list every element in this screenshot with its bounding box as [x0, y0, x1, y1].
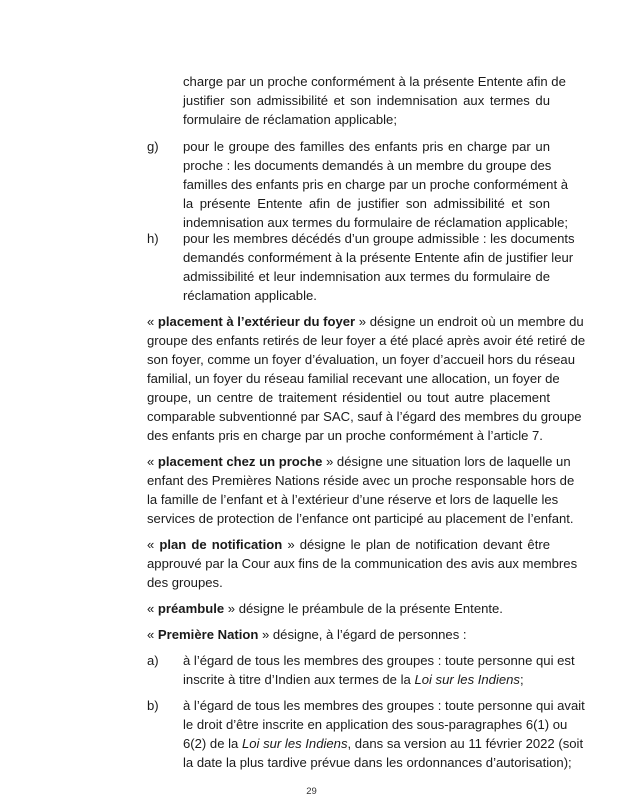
- open-quote: «: [147, 314, 158, 329]
- defined-term: Première Nation: [157, 627, 259, 642]
- text-line: à l’égard de tous les membres des groupes : toute personne qui avait: [183, 698, 585, 713]
- text-line: approuvé par la Cour aux fins de la communication des avis aux membres: [147, 556, 578, 571]
- definition-first-line: [147, 535, 550, 554]
- defined-term: placement à l’extérieur du foyer: [157, 314, 356, 329]
- text-line: familial, un foyer du réseau familial recevant une allocation, un foyer de: [147, 371, 560, 386]
- definition-text: » désigne un endroit où un membre du: [355, 314, 584, 329]
- text-segment: ;: [519, 672, 524, 687]
- text-line: familles des enfants pris en charge par un proche conformément à: [183, 177, 569, 192]
- page-number: 29: [306, 786, 317, 797]
- definition-text: » désigne, à l’égard de personnes :: [258, 627, 467, 642]
- text-line: [183, 670, 550, 689]
- text-line: des groupes.: [147, 575, 223, 590]
- definition-first-line: [147, 452, 571, 471]
- open-quote: «: [147, 537, 160, 552]
- text-line: charge par un proche conformément à la présente Entente afin de: [183, 74, 566, 89]
- list-label: h): [147, 231, 159, 246]
- defined-term: préambule: [157, 601, 225, 616]
- text-line: proche : les documents demandés à un membre du groupe des: [183, 158, 552, 173]
- text-segment: , dans sa version au 11 février 2022 (soit: [347, 736, 584, 751]
- text-line: la présente Entente afin de justifier son admissibilité et son: [183, 196, 550, 211]
- text-line: la famille de l’enfant et à l’extérieur d’une réserve et lors de laquelle les: [147, 492, 559, 507]
- text-line: indemnisation aux termes du formulaire de réclamation applicable;: [183, 215, 569, 230]
- text-line: à l’égard de tous les membres des groupes : toute personne qui est: [183, 653, 575, 668]
- text-line: admissibilité et leur indemnisation aux termes du formulaire de: [183, 269, 550, 284]
- text-line: le droit d’être inscrite en application des sous-paragraphes 6(1) ou: [183, 717, 568, 732]
- text-line: services de protection de l’enfance ont participé au placement de l’enfant.: [147, 511, 574, 526]
- open-quote: «: [147, 601, 158, 616]
- definition-text: » désigne le préambule de la présente Entente.: [224, 601, 503, 616]
- list-label: g): [147, 139, 159, 154]
- text-line: des enfants pris en charge par un proche conformément à l’article 7.: [147, 428, 543, 443]
- definition-text: » désigne une situation lors de laquelle un: [322, 454, 571, 469]
- text-line: pour le groupe des familles des enfants pris en charge par un: [183, 139, 550, 154]
- defined-term: placement chez un proche: [157, 454, 323, 469]
- text-line: comparable subventionné par SAC, sauf à l’égard des membres du groupe: [147, 409, 582, 424]
- definition-text: » désigne le plan de notification devant être: [282, 537, 550, 552]
- text-line: [183, 734, 584, 753]
- text-line: réclamation applicable.: [183, 288, 317, 303]
- text-line: son foyer, comme un foyer d’évaluation, un foyer d’accueil hors du réseau: [147, 352, 575, 367]
- text-segment: inscrite à titre d’Indien aux termes de la: [183, 672, 415, 687]
- text-line: enfant des Premières Nations réside avec un proche responsable hors de: [147, 473, 575, 488]
- text-line: pour les membres décédés d’un groupe admissible : les documents: [183, 231, 575, 246]
- text-line: justifier son admissibilité et son indemnisation aux termes du: [183, 93, 550, 108]
- text-line: groupe, un centre de traitement résidentiel ou tout autre placement: [147, 390, 550, 405]
- open-quote: «: [147, 454, 158, 469]
- open-quote: «: [147, 627, 158, 642]
- text-line: formulaire de réclamation applicable;: [183, 112, 397, 127]
- text-segment: 6(2) de la: [183, 736, 242, 751]
- list-label: b): [147, 698, 159, 713]
- text-line: groupe des enfants retirés de leur foyer a été placé après avoir été retiré de: [147, 333, 586, 348]
- definition-first-line: [147, 625, 550, 644]
- law-title: Loi sur les Indiens: [241, 736, 348, 751]
- defined-term: plan de notification: [159, 537, 283, 552]
- definition-first-line: [147, 599, 550, 618]
- list-label: a): [147, 653, 159, 668]
- text-line: la date la plus tardive prévue dans les ordonnances d’autorisation);: [183, 755, 572, 770]
- text-line: demandés conformément à la présente Entente afin de justifier leur: [183, 250, 574, 265]
- law-title: Loi sur les Indiens: [414, 672, 520, 687]
- definition-first-line: [147, 312, 584, 331]
